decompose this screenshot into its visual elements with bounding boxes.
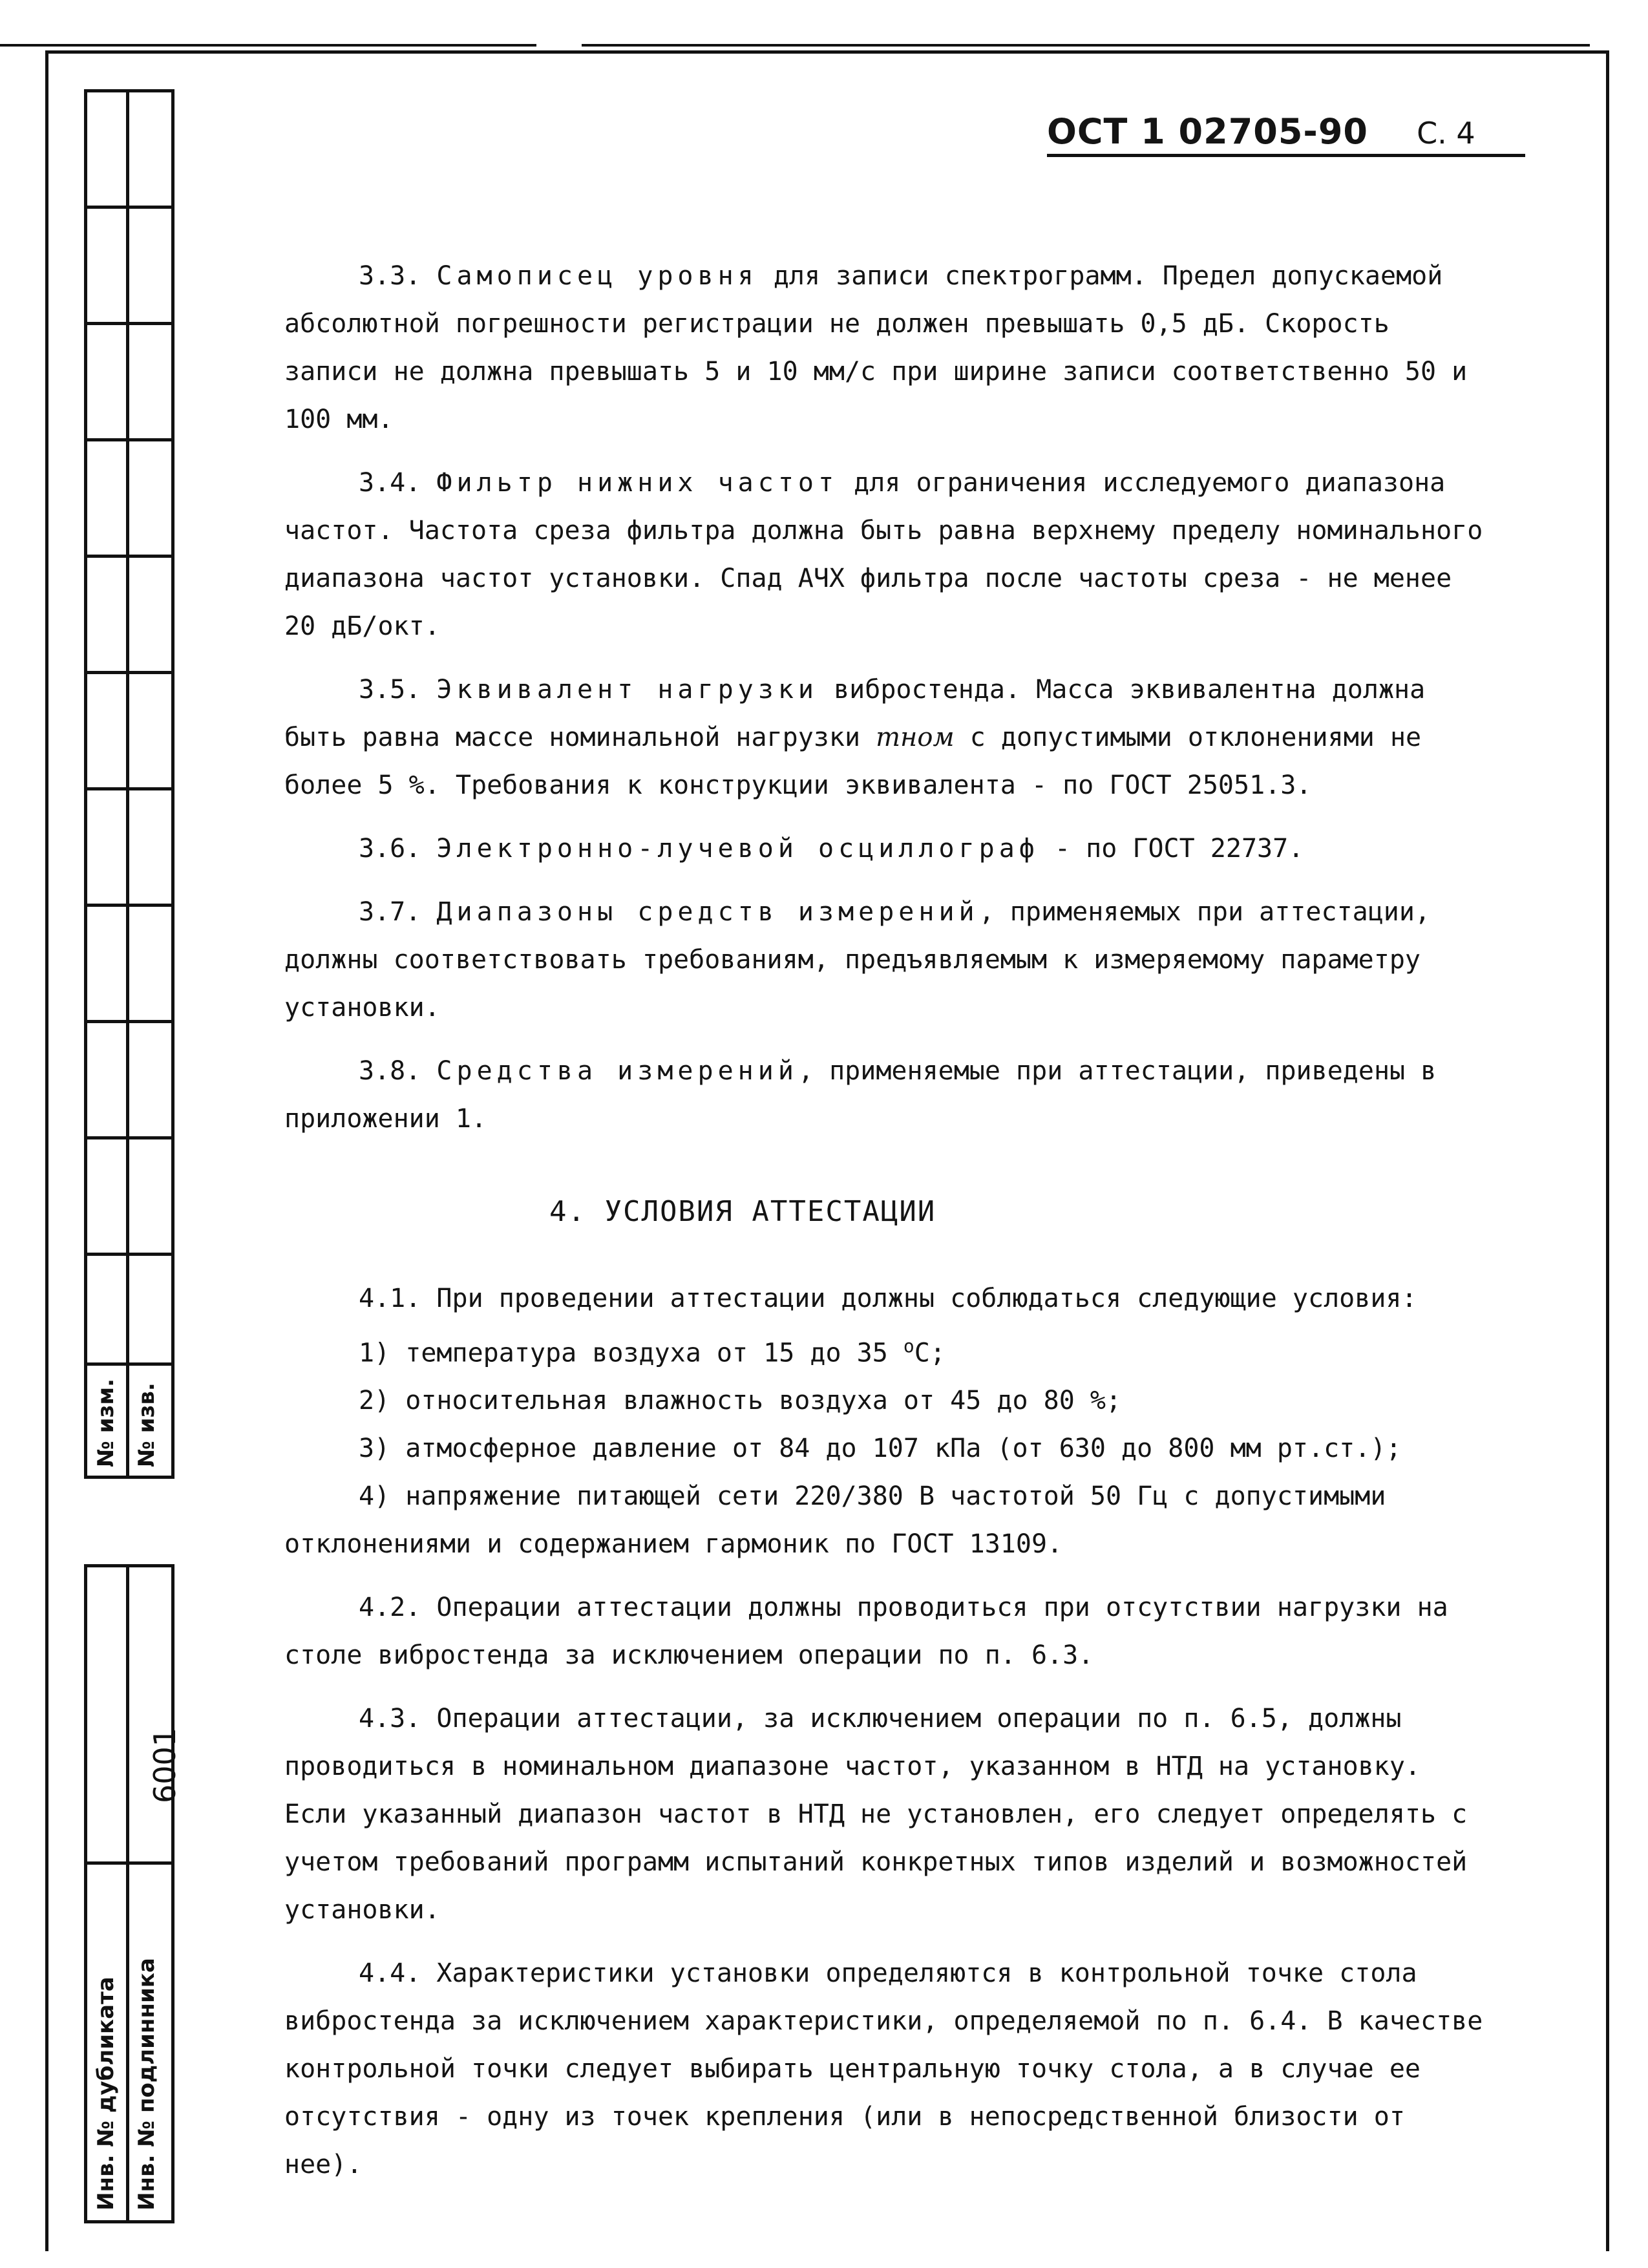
clause-number: 3.3. xyxy=(359,261,421,291)
condition-text: 1) температура воздуха от 15 до 35 xyxy=(359,1338,903,1368)
clause-text: - по ГОСТ 22737. xyxy=(1039,834,1304,864)
paragraph-3-5 xyxy=(284,666,1486,809)
paragraph-4-1: 4.1. При проведении аттестации должны соблюдаться следующие условия: xyxy=(359,1284,1417,1313)
margin-rule xyxy=(84,438,174,441)
condition-1 xyxy=(284,1322,1486,1377)
condition-4: 4) напряжение питающей сети 220/380 В частотой 50 Гц с допустимыми отклонениями и содержанием гармоник по ГОСТ 13109. xyxy=(284,1481,1386,1560)
paragraph-4-2: 4.2. Операции аттестации должны проводиться при отсутствии нагрузки на столе вибростенда за исключением операции по п. 6.3. xyxy=(284,1593,1448,1671)
margin-rule xyxy=(84,1861,174,1865)
margin-rule xyxy=(84,206,174,209)
page-header xyxy=(1047,111,1475,152)
top-edge-line-right xyxy=(582,44,1590,47)
clause-number: 3.5. xyxy=(359,675,421,705)
section-4-title: 4. УСЛОВИЯ АТТЕСТАЦИИ xyxy=(549,1195,936,1228)
clause-term: Электронно-лучевой осциллограф xyxy=(436,834,1039,864)
clause-term: Средства измерений xyxy=(436,1056,798,1086)
clause-text: с допустимыми отклонениями не более 5 %. Требования к конструкции эквивалента - по ГОСТ 25051.3. xyxy=(284,723,1422,800)
clause-text: для ограничения исследуемого диапазона частот. Частота среза фильтра должна быть равна верхнему пределу номинального диапазона частот установки. Спад АЧХ фильтра после частоты среза - не менее 20 дБ/окт. xyxy=(284,468,1483,641)
margin-rule xyxy=(84,1136,174,1139)
paragraph-3-6 xyxy=(284,825,1486,873)
document-code: ОСТ 1 02705-90 xyxy=(1047,111,1368,152)
degree-mark: о xyxy=(903,1335,914,1357)
margin-rule xyxy=(84,787,174,790)
margin-rule xyxy=(84,1362,174,1366)
clause-text: для записи спектрограмм. Предел допускаемой абсолютной погрешности регистрации не должен превышать 0,5 дБ. Скорость записи не должна превышать 5 и 10 мм/с при ширине записи соответственно 50 и 100 мм. xyxy=(284,261,1468,434)
paragraph-3-4 xyxy=(284,459,1486,650)
paragraph-3-7 xyxy=(284,888,1486,1032)
paragraph-4-4: 4.4. Характеристики установки определяются в контрольной точке стола вибростенда за исключением характеристики, определяемой по п. 6.4. В качестве контрольной точки следует выбирать центральную точку стола, а в случае ее отсутствия - одну из точек крепления (или в непосредственной близости от нее). xyxy=(284,1958,1483,2180)
clause-text: вибростенда. Масса эквивалентна должна быть равна массе номинальной нагрузки xyxy=(284,675,1426,752)
header-underline xyxy=(1047,154,1525,157)
clause-text: , применяемых при аттестации, должны соответствовать требованиям, предъявляемым к измеряемому параметру установки. xyxy=(284,897,1431,1023)
margin-stamp-upper xyxy=(84,89,174,1479)
margin-rule xyxy=(84,322,174,325)
condition-3: 3) атмосферное давление от 84 до 107 кПа (от 630 до 800 мм рт.ст.); xyxy=(359,1434,1402,1464)
margin-rule xyxy=(84,1020,174,1023)
top-edge-line-left xyxy=(0,44,536,47)
inventory-number: 6001 xyxy=(147,1727,182,1803)
margin-label-izm: № изм. xyxy=(93,1378,119,1467)
condition-text: С; xyxy=(914,1338,945,1368)
condition-2: 2) относительная влажность воздуха от 45 до 80 %; xyxy=(359,1386,1122,1416)
margin-label-original: Инв. № подлинника xyxy=(134,1958,160,2210)
clause-number: 3.6. xyxy=(359,834,421,864)
clause-number: 3.7. xyxy=(359,897,421,927)
clause-term: Самописец уровня xyxy=(436,261,758,291)
mass-symbol: mном xyxy=(876,723,955,752)
clause-number: 3.8. xyxy=(359,1056,421,1086)
margin-rule xyxy=(84,1253,174,1256)
margin-rule xyxy=(84,671,174,674)
margin-label-izv: № изв. xyxy=(134,1383,160,1467)
page-number: С. 4 xyxy=(1417,116,1475,151)
paragraph-3-8 xyxy=(284,1047,1486,1143)
clause-term: Диапазоны средств измерений xyxy=(436,897,979,927)
margin-rule xyxy=(84,555,174,558)
margin-rule xyxy=(84,904,174,907)
document-body xyxy=(284,252,1486,2204)
clause-number: 3.4. xyxy=(359,468,421,498)
clause-text: , применяемые при аттестации, приведены в приложении 1. xyxy=(284,1056,1437,1134)
clause-term: Фильтр нижних частот xyxy=(436,468,839,498)
margin-label-duplicate: Инв. № дубликата xyxy=(93,1977,119,2210)
clause-term: Эквивалент нагрузки xyxy=(436,675,818,705)
paragraph-3-3 xyxy=(284,252,1486,443)
paragraph-4-3: 4.3. Операции аттестации, за исключением операции по п. 6.5, должны проводиться в номинальном диапазоне частот, указанном в НТД на установку. Если указанный диапазон частот в НТД не установлен, его следует определять с учетом требований программ испытаний конкретных типов изделий и возможностей установки. xyxy=(284,1704,1468,1925)
